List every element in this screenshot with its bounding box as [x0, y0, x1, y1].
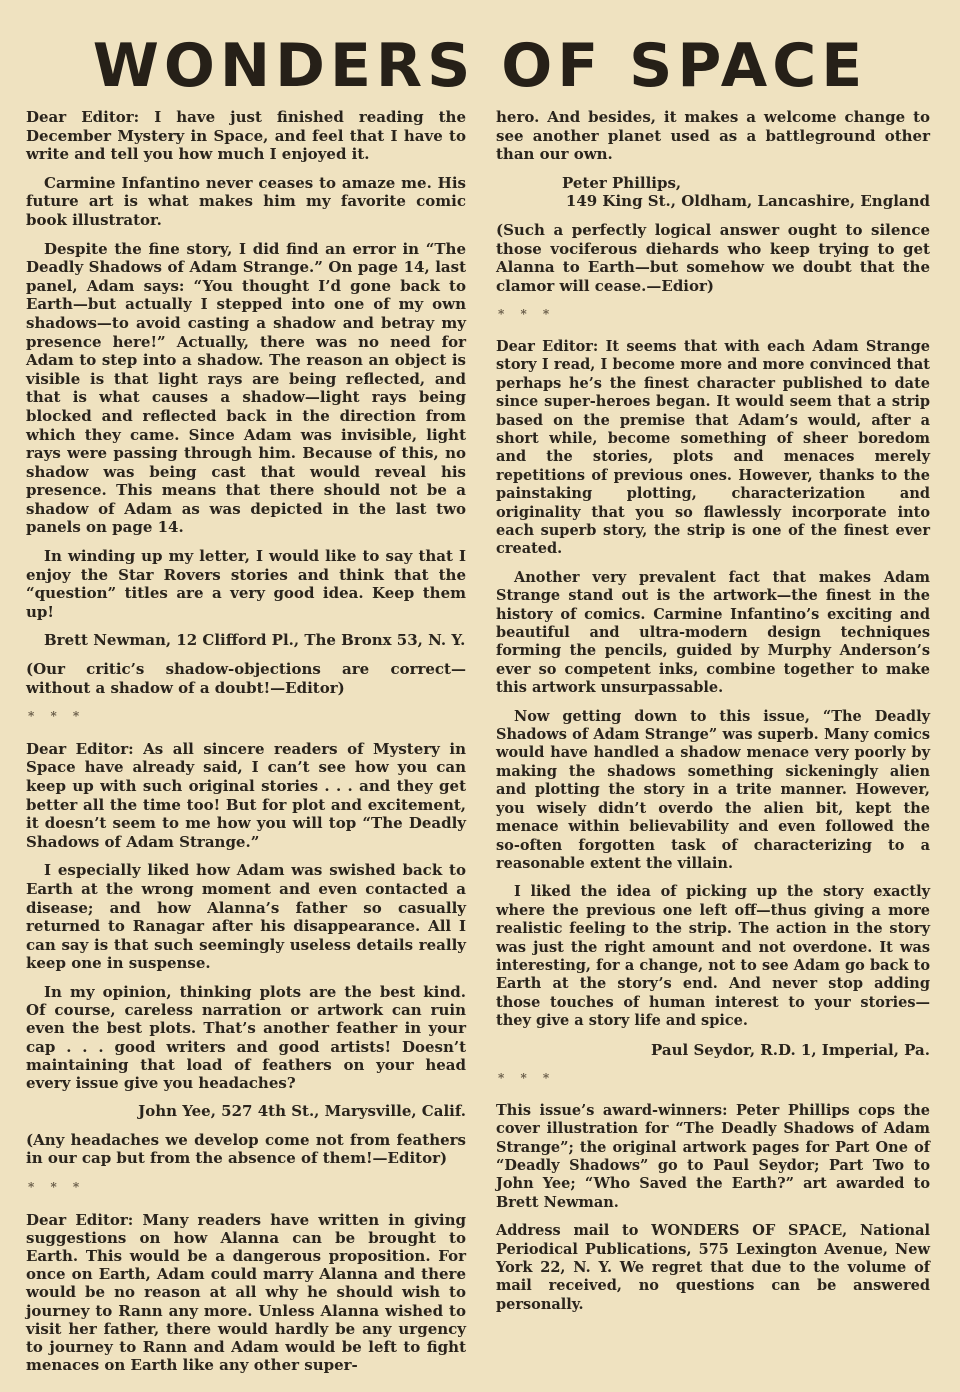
- letter-signature: John Yee, 527 4th St., Marysville, Calif.: [138, 1102, 466, 1121]
- editor-reply: (Such a perfectly logical answer ought to silence those vociferous diehards who keep trying to get Alanna to Earth—but somehow we doubt that the clamor will cease.—Edior): [496, 220, 930, 295]
- section-divider: * * *: [498, 1071, 556, 1086]
- letter-paragraph: Despite the fine story, I did find an error in “The Deadly Shadows of Adam Strange.” On page 14, last panel, Adam says: “You thought I’d gone back to Earth—but actually I stepped into one of my own shadows—to avoid casting a shadow and betray my presence here!” Actually, there was no need for Adam to step into a shadow. The reason an object is visible is that light rays are being reflected, and that is what causes a shadow—light rays being blocked and reflected back in the direction from which they came. Since Adam was invisible, light rays were passing through him. Because of this, no shadow was being cast that would reveal his presence. This means that there should not be a shadow of Adam as was depicted in the last two panels on page 14.: [26, 239, 466, 537]
- letter-paragraph: I especially liked how Adam was swished back to Earth at the wrong moment and even contacted a disease; and how Alanna’s father so casually returned to Ranagar after his disappearance. All I can say is that such seemingly useless details really keep one in suspense.: [26, 861, 466, 973]
- letter-paragraph: Now getting down to this issue, “The Deadly Shadows of Adam Strange” was superb. Many comics would have handled a shadow menace very poorly by making the shadows something sickeningly alien and plotting the story in a trite manner. However, you wisely didn’t overdo the alien bit, kept the menace within believability and even followed the so-often forgotten task of characterizing to a reasonable extent the villain.: [496, 707, 930, 872]
- letter-paragraph: Dear Editor: It seems that with each Adam Strange story I read, I become more and more convinced that perhaps he’s the finest character published to date since super-heroes began. It would seem that a strip based on the premise that Adam’s would, after a short while, become something of sheer boredom and the stories, plots and menaces merely repetitions of previous ones. However, thanks to the painstaking plotting, characterization and originality that you so flawlessly incorporate into each superb story, the strip is one of the finest ever created.: [496, 337, 930, 558]
- letter-paragraph: In my opinion, thinking plots are the best kind. Of course, careless narration or artwork can ruin even the best plots. That’s another feather in your cap . . . good writers and good artists! Doesn’t maintaining that load of feathers on your head every issue give you headaches?: [26, 982, 466, 1092]
- mailing-address-note: Address mail to WONDERS OF SPACE, National Periodical Publications, 575 Lexington Avenue, New York 22, N. Y. We regret that due to the volume of mail received, no questions can be answered personally.: [496, 1222, 930, 1313]
- page-title: WONDERS OF SPACE: [92, 31, 868, 101]
- letter-signature-address: 149 King St., Oldham, Lancashire, England: [565, 192, 930, 211]
- right-column: [496, 108, 930, 1324]
- letter-paragraph: Dear Editor: Many readers have written in giving suggestions on how Alanna can be brought to Earth. This would be a dangerous proposition. For once on Earth, Adam could marry Alanna and there would be no reason at all why he should wish to journey to Rann any more. Unless Alanna wished to visit her father, there would hardly be any urgency to journey to Rann and Adam would be left to fight menaces on Earth like any other super-: [26, 1210, 466, 1375]
- letter-paragraph: Another very prevalent fact that makes Adam Strange stand out is the artwork—the finest in the history of comics. Carmine Infantino’s exciting and beautiful and ultra-modern design techniques forming the pencils, guided by Murphy Anderson’s ever so competent inks, combine together to make this artwork unsurpassable.: [496, 568, 930, 697]
- section-divider: * * *: [28, 1179, 86, 1194]
- letter-paragraph: In winding up my letter, I would like to say that I enjoy the Star Rovers stories and think that the “question” titles are a very good idea. Keep them up!: [26, 547, 466, 621]
- award-winners-note: This issue’s award-winners: Peter Phillips cops the cover illustration for “The Deadly Shadows of Adam Strange”; the original artwork pages for Part One of “Deadly Shadows” go to Paul Seydor; Part Two to John Yee; “Who Saved the Earth?” art awarded to Brett Newman.: [496, 1101, 930, 1211]
- letter-paragraph: hero. And besides, it makes a welcome change to see another planet used as a battleground other than our own.: [496, 108, 930, 164]
- editor-reply: (Any headaches we develop come not from feathers in our cap but from the absence of them!—Editor): [26, 1130, 466, 1168]
- letter-signature: Paul Seydor, R.D. 1, Imperial, Pa.: [651, 1040, 930, 1059]
- left-column: [26, 108, 466, 1384]
- letter-signature: Brett Newman, 12 Clifford Pl., The Bronx 53, N. Y.: [44, 631, 466, 650]
- letter-paragraph: I liked the idea of picking up the story exactly where the previous one left off—thus giving a more realistic feeling to the strip. The action in the story was just the right amount and not overdone. It was interesting, for a change, not to see Adam go back to Earth at the story’s end. And never stop adding those touches of human interest to your stories—they give a story life and spice.: [496, 883, 930, 1030]
- letter-paragraph: Dear Editor: I have just finished reading the December Mystery in Space, and feel that I have to write and tell you how much I enjoyed it.: [26, 108, 466, 164]
- section-divider: * * *: [28, 709, 86, 724]
- letter-paragraph: Dear Editor: As all sincere readers of Mystery in Space have already said, I can’t see how you can keep up with such original stories . . . and they get better all the time too! But for plot and excitement, it doesn’t seem to me how you will top “The Deadly Shadows of Adam Strange.”: [26, 739, 466, 851]
- section-divider: * * *: [498, 307, 556, 322]
- letter-signature-name: Peter Phillips,: [562, 173, 682, 192]
- editor-reply: (Our critic’s shadow-objections are correct—without a shadow of a doubt!—Editor): [26, 660, 466, 697]
- letter-paragraph: Carmine Infantino never ceases to amaze me. His future art is what makes him my favorite comic book illustrator.: [26, 173, 466, 229]
